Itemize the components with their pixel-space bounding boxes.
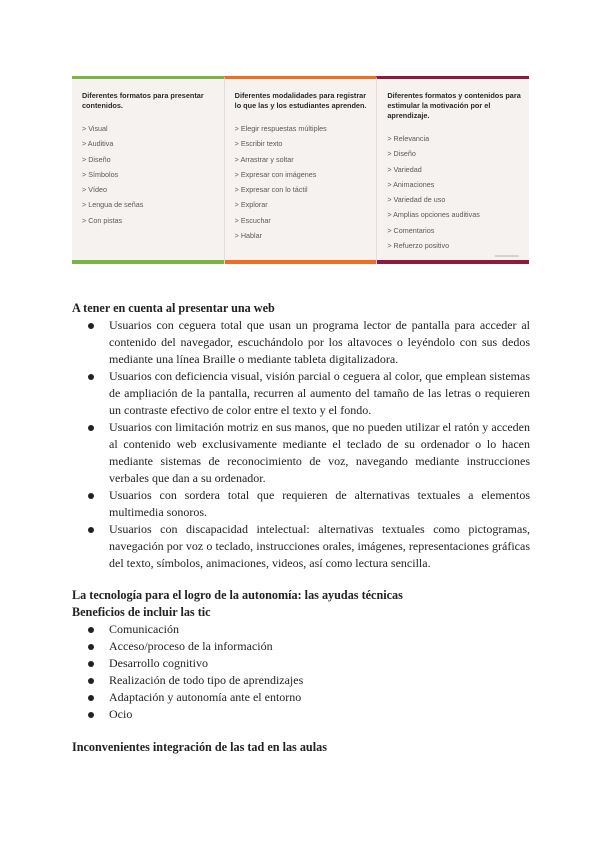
- figure-column-motivation: [376, 76, 529, 264]
- list-item-text: Comunicación: [109, 622, 179, 636]
- section-heading: La tecnología para el logro de la autonomía: las ayudas técnicas: [72, 588, 403, 602]
- column-item: > Diseño: [82, 154, 111, 164]
- bullet-icon: [88, 678, 94, 684]
- column-title: Diferentes formatos para presentar contenidos.: [82, 91, 204, 110]
- list-item: [72, 689, 530, 706]
- column-item: > Explorar: [234, 200, 268, 210]
- list-item-text: Desarrollo cognitivo: [109, 656, 208, 670]
- column-item: > Símbolos: [82, 169, 119, 179]
- column-item: > Arrastrar y soltar: [234, 154, 294, 164]
- list-item: [72, 368, 530, 419]
- list-item: [72, 521, 530, 572]
- column-item: > Variedad: [387, 164, 422, 174]
- column-color-bar: [225, 260, 377, 264]
- column-item: > Comentarios: [387, 225, 435, 235]
- bullet-icon: [88, 425, 94, 431]
- list-item: [72, 638, 530, 655]
- column-item: > Refuerzo positivo: [387, 241, 450, 251]
- column-item: > Animaciones: [387, 179, 435, 189]
- figure-column-formats: [72, 76, 224, 264]
- column-title: Diferentes formatos y contenidos para estimular la motivación por el aprendizaje.: [387, 91, 521, 120]
- column-color-bar: [377, 260, 529, 264]
- list-item: [72, 706, 530, 723]
- column-item: > Escuchar: [234, 215, 271, 225]
- list-item-text: Realización de todo tipo de aprendizajes: [109, 673, 304, 687]
- list-item-text: Usuarios con discapacidad intelectual: alternativas textuales como pictogramas, navegación por voz o teclado, instrucciones orales, imágenes, representaciones gráficas del texto, símbolos, animaciones, videos, así como lectura sencilla.: [109, 522, 530, 570]
- column-title: Diferentes modalidades para registrar lo que las y los estudiantes aprenden.: [234, 91, 367, 110]
- bullet-icon: [88, 374, 94, 380]
- list-item: [72, 317, 530, 368]
- list-item: [72, 621, 530, 638]
- bullet-icon: [88, 695, 94, 701]
- column-item: > Relevancia: [387, 134, 430, 143]
- column-color-bar: [72, 260, 224, 264]
- bullet-icon: [88, 627, 94, 633]
- list-item: [72, 672, 530, 689]
- document-body: [72, 300, 530, 756]
- section-heading: A tener en cuenta al presentar una web: [72, 301, 275, 315]
- bullet-icon: [88, 527, 94, 533]
- web-users-list: [72, 317, 530, 572]
- figure-column-modalities: [224, 76, 377, 264]
- column-item: > Lengua de señas: [82, 200, 144, 210]
- column-item: > Diseño: [387, 149, 416, 159]
- column-item: > Escribir texto: [234, 139, 283, 149]
- list-item-text: Usuarios con ceguera total que usan un programa lector de pantalla para acceder al contenido del navegador, escuchándolo por los altavoces o leyéndolo con sus dedos mediante una línea Braille o mediante tableta digitalizadora.: [109, 318, 530, 366]
- column-item: > Expresar con lo táctil: [234, 185, 308, 195]
- column-item: > Amplias opciones auditivas: [387, 210, 480, 220]
- column-item: > Elegir respuestas múltiples: [234, 124, 327, 133]
- column-item: > Visual: [82, 124, 108, 133]
- column-item: > Con pistas: [82, 215, 123, 225]
- section-subheading: Beneficios de incluir las tic: [72, 605, 211, 619]
- column-item: > Auditiva: [82, 139, 114, 149]
- figure-watermark: [495, 255, 519, 257]
- list-item-text: Acceso/proceso de la información: [109, 639, 273, 653]
- list-item-text: Usuarios con sordera total que requieren de alternativas textuales a elementos multimedia sonoros.: [109, 488, 530, 519]
- column-item: > Expresar con imágenes: [234, 169, 317, 179]
- list-item-text: Adaptación y autonomía ante el entorno: [109, 690, 302, 704]
- list-item-text: Usuarios con limitación motriz en sus manos, que no pueden utilizar el ratón y acceden al contenido web exclusivamente mediante el teclado de su ordenador o lo hacen mediante sistemas de reconocimiento de voz, navegando mediante instrucciones verbales que dan a su ordenador.: [109, 420, 530, 485]
- bullet-icon: [88, 493, 94, 499]
- list-item-text: Ocio: [109, 707, 133, 721]
- bullet-icon: [88, 323, 94, 329]
- column-item: > Vídeo: [82, 185, 107, 195]
- bullet-icon: [88, 661, 94, 667]
- section-heading: Inconvenientes integración de las tad en las aulas: [72, 740, 327, 754]
- list-item: [72, 419, 530, 487]
- learning-formats-figure: [72, 76, 529, 264]
- list-item-text: Usuarios con deficiencia visual, visión parcial o ceguera al color, que emplean sistemas de ampliación de la pantalla, recurren al aumento del tamaño de las letras o requieren un contraste efectivo de color entre el texto y el fondo.: [109, 369, 530, 417]
- column-item: > Variedad de uso: [387, 195, 446, 205]
- bullet-icon: [88, 644, 94, 650]
- list-item: [72, 487, 530, 521]
- tic-benefits-list: [72, 621, 530, 723]
- column-item: > Hablar: [234, 231, 263, 241]
- list-item: [72, 655, 530, 672]
- bullet-icon: [88, 712, 94, 718]
